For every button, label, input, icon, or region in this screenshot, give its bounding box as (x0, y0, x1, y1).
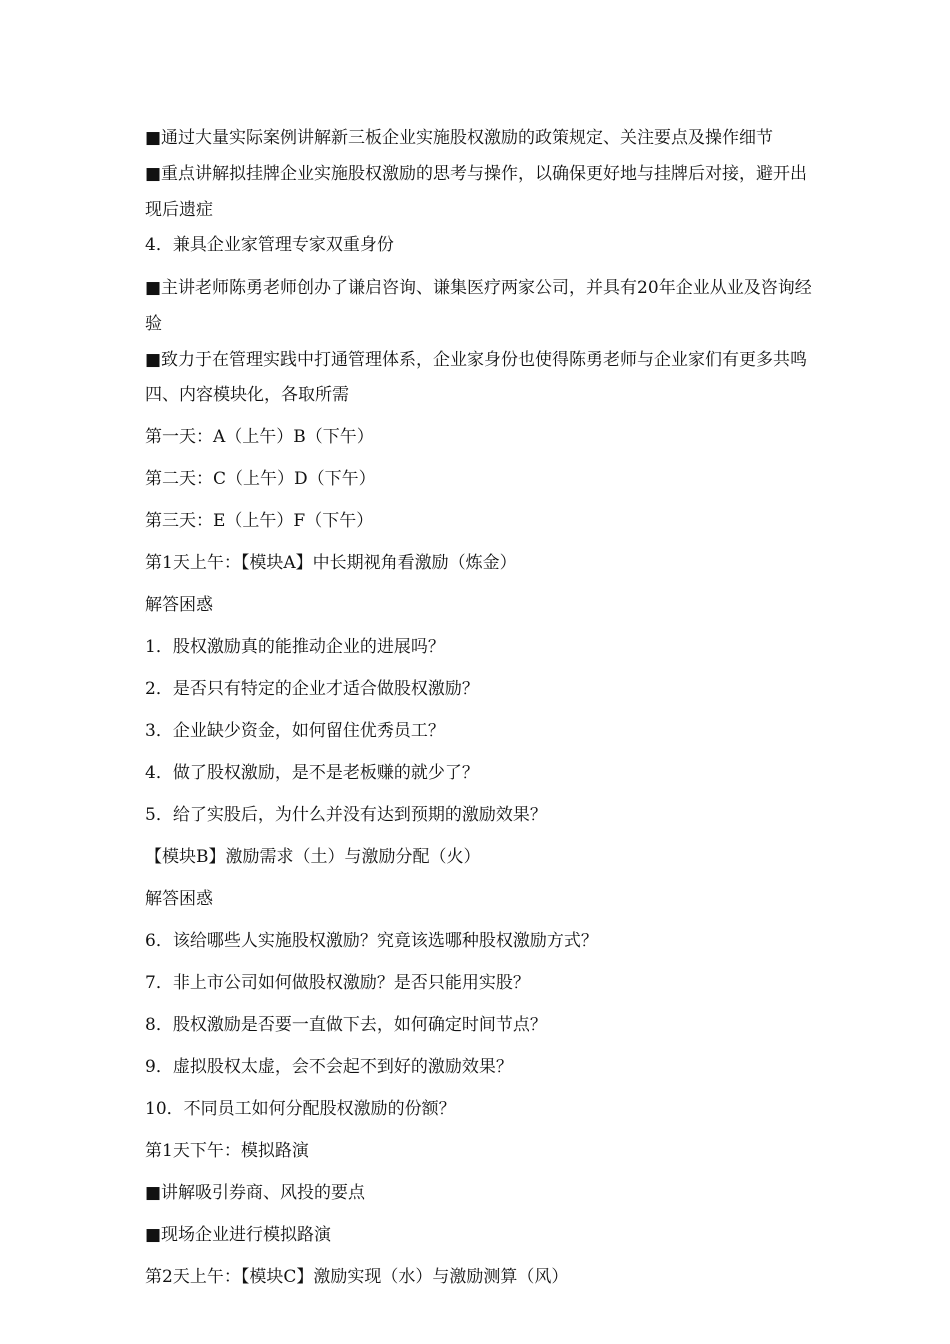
list-item: 6．该给哪些人实施股权激励？究竟该选哪种股权激励方式？ (145, 931, 598, 951)
paragraph: ■致力于在管理实践中打通管理体系，企业家身份也使得陈勇老师与企业家们有更多共鸣 (145, 350, 808, 370)
document-body (145, 120, 815, 1302)
paragraph: 解答困惑 (145, 889, 213, 909)
paragraph: 第2天上午：【模块C】激励实现（水）与激励测算（风） (145, 1267, 569, 1287)
list-item: 10．不同员工如何分配股权激励的份额？ (145, 1099, 456, 1119)
paragraph: 第三天：E（上午）F（下午） (145, 511, 374, 531)
paragraph: ■主讲老师陈勇老师创办了谦启咨询、谦集医疗两家公司，并具有20年企业从业及咨询经验 (145, 278, 812, 334)
paragraph: 第二天：C（上午）D（下午） (145, 469, 376, 489)
list-item: 3．企业缺少资金，如何留住优秀员工？ (145, 721, 445, 741)
list-item: 7．非上市公司如何做股权激励？是否只能用实股？ (145, 973, 530, 993)
paragraph: ■现场企业进行模拟路演 (145, 1225, 332, 1245)
paragraph: ■重点讲解拟挂牌企业实施股权激励的思考与操作，以确保更好地与挂牌后对接，避开出现后遗症 (145, 164, 808, 220)
list-item: 9．虚拟股权太虚，会不会起不到好的激励效果？ (145, 1057, 513, 1077)
paragraph: 第1天下午：模拟路演 (145, 1141, 309, 1161)
list-item: 8．股权激励是否要一直做下去，如何确定时间节点？ (145, 1015, 547, 1035)
paragraph: 第1天上午：【模块A】中长期视角看激励（炼金） (145, 553, 517, 573)
paragraph: 【模块B】激励需求（土）与激励分配（火） (145, 847, 481, 867)
list-item: 2．是否只有特定的企业才适合做股权激励？ (145, 679, 479, 699)
paragraph: ■讲解吸引券商、风投的要点 (145, 1183, 366, 1203)
list-item: 4．做了股权激励，是不是老板赚的就少了？ (145, 763, 479, 783)
list-item: 5．给了实股后，为什么并没有达到预期的激励效果？ (145, 805, 547, 825)
list-item: 1．股权激励真的能推动企业的进展吗？ (145, 637, 445, 657)
paragraph: 4．兼具企业家管理专家双重身份 (145, 235, 394, 255)
paragraph: 解答困惑 (145, 595, 213, 615)
paragraph: 第一天：A（上午）B（下午） (145, 427, 374, 447)
section-heading: 四、内容模块化，各取所需 (145, 385, 349, 405)
paragraph: ■通过大量实际案例讲解新三板企业实施股权激励的政策规定、关注要点及操作细节 (145, 128, 774, 148)
